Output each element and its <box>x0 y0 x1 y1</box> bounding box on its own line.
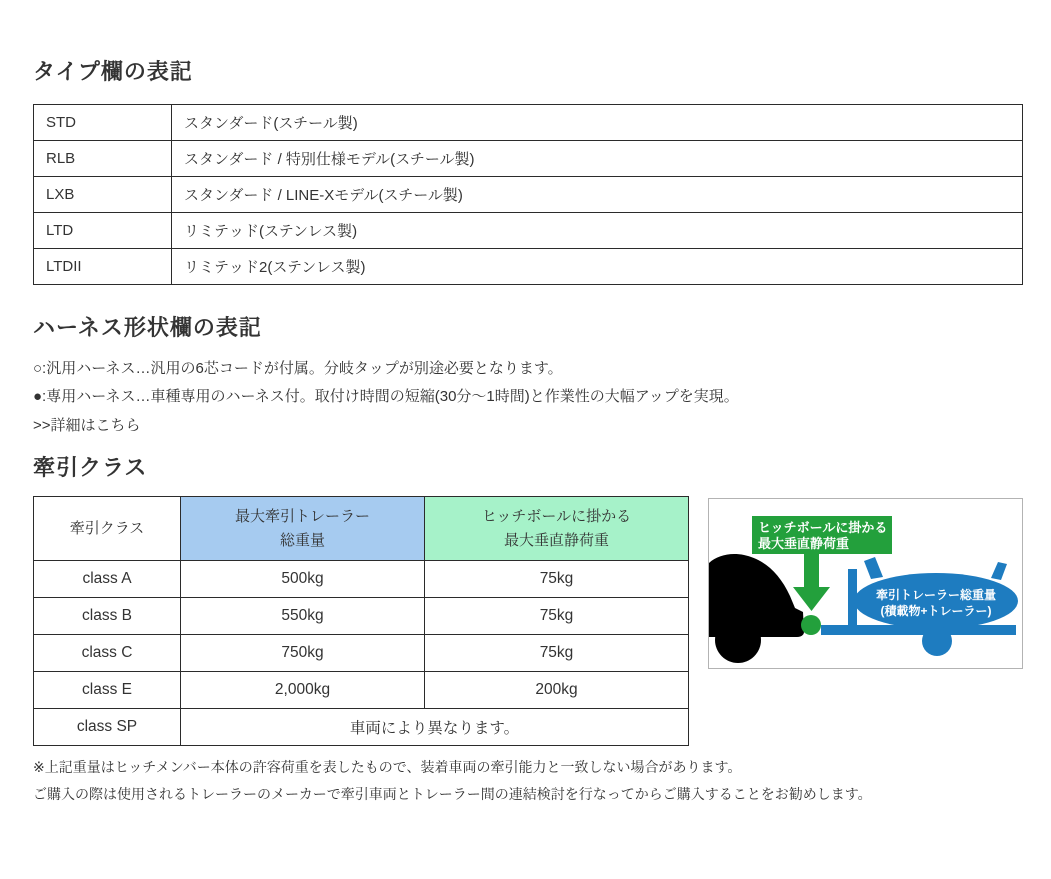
type-code-cell: LTD <box>34 213 172 249</box>
towing-table <box>33 496 689 746</box>
ball-load-callout-line1: ヒッチボールに掛かる <box>758 520 888 535</box>
towing-section-heading: 牽引クラス <box>33 455 148 480</box>
type-desc-cell: スタンダード / LINE-Xモデル(スチール製) <box>172 177 1023 213</box>
towing-class-cell: class A <box>34 561 181 598</box>
towing-row <box>33 496 1023 746</box>
towing-class-header-cell: 牽引クラス <box>34 497 181 561</box>
ball-load-header-cell <box>425 497 689 561</box>
towing-header-row <box>34 497 689 561</box>
footnote-weight-disclaimer: ※上記重量はヒッチメンバー本体の許容荷重を表したもので、装着車両の牽引能力と一致しない場合があります。 <box>33 759 742 775</box>
towing-class-cell: class C <box>34 635 181 672</box>
type-table-row <box>34 249 1023 285</box>
type-desc-cell: リミテッド(ステンレス製) <box>172 213 1023 249</box>
ball-load-header-line1: ヒッチボールに掛かる <box>481 507 632 525</box>
max-weight-header-cell <box>181 497 425 561</box>
towing-class-cell: class E <box>34 672 181 709</box>
footnote-purchase-advice: ご購入の際は使用されるトレーラーのメーカーで牽引車両とトレーラー間の連結検討を行なってからご購入することをお勧めします。 <box>33 786 872 802</box>
ball-load-cell: 75kg <box>425 635 689 672</box>
max-weight-cell: 750kg <box>181 635 425 672</box>
towing-table-row <box>34 598 689 635</box>
max-weight-cell: 500kg <box>181 561 425 598</box>
ball-load-cell: 75kg <box>425 561 689 598</box>
type-table-row <box>34 213 1023 249</box>
type-table-row <box>34 177 1023 213</box>
type-code-cell: LTDII <box>34 249 172 285</box>
type-section <box>33 58 1023 285</box>
details-link[interactable]: >>詳細はこちら <box>33 417 141 434</box>
trailer-weight-label-line1: 牽引トレーラー総重量 <box>875 588 997 602</box>
trailer-weight-label-line2: (積載物+トレーラー) <box>880 604 992 618</box>
max-weight-header-line1: 最大牽引トレーラー <box>234 507 370 525</box>
footnotes <box>33 754 1023 808</box>
harness-section-heading: ハーネス形状欄の表記 <box>33 315 262 340</box>
type-code-cell: RLB <box>34 141 172 177</box>
ball-load-callout <box>752 516 892 554</box>
harness-line-universal: ○:汎用ハーネス…汎用の6芯コードが付属。分岐タップが別途必要となります。 <box>33 360 563 377</box>
type-table-row <box>34 141 1023 177</box>
type-desc-cell: リミテッド2(ステンレス製) <box>172 249 1023 285</box>
sp-note-cell: 車両により異なります。 <box>181 709 689 746</box>
towing-class-cell: class SP <box>34 709 181 746</box>
max-weight-cell: 2,000kg <box>181 672 425 709</box>
type-table-row <box>34 105 1023 141</box>
type-desc-cell: スタンダード(スチール製) <box>172 105 1023 141</box>
type-code-cell: LXB <box>34 177 172 213</box>
ball-load-callout-line2: 最大垂直静荷重 <box>758 536 850 551</box>
towing-section <box>33 454 1023 808</box>
towing-class-cell: class B <box>34 598 181 635</box>
towing-illustration-svg <box>709 499 1023 668</box>
ball-load-cell: 75kg <box>425 598 689 635</box>
type-table <box>33 104 1023 285</box>
ball-load-cell: 200kg <box>425 672 689 709</box>
type-section-heading: タイプ欄の表記 <box>33 59 193 84</box>
type-desc-cell: スタンダード / 特別仕様モデル(スチール製) <box>172 141 1023 177</box>
ball-load-header-line2: 最大垂直静荷重 <box>503 531 609 549</box>
towing-table-row <box>34 561 689 598</box>
harness-line-dedicated: ●:専用ハーネス…車種専用のハーネス付。取付け時間の短縮(30分〜1時間)と作業性の大幅アップを実現。 <box>33 388 739 405</box>
towing-table-row <box>34 709 689 746</box>
max-weight-cell: 550kg <box>181 598 425 635</box>
type-code-cell: STD <box>34 105 172 141</box>
towing-table-row <box>34 672 689 709</box>
towing-table-row <box>34 635 689 672</box>
harness-section <box>33 314 1023 439</box>
max-weight-header-line2: 総重量 <box>279 531 325 549</box>
harness-lines <box>33 355 1023 439</box>
car-silhouette <box>709 554 804 663</box>
towing-illustration <box>708 498 1023 669</box>
